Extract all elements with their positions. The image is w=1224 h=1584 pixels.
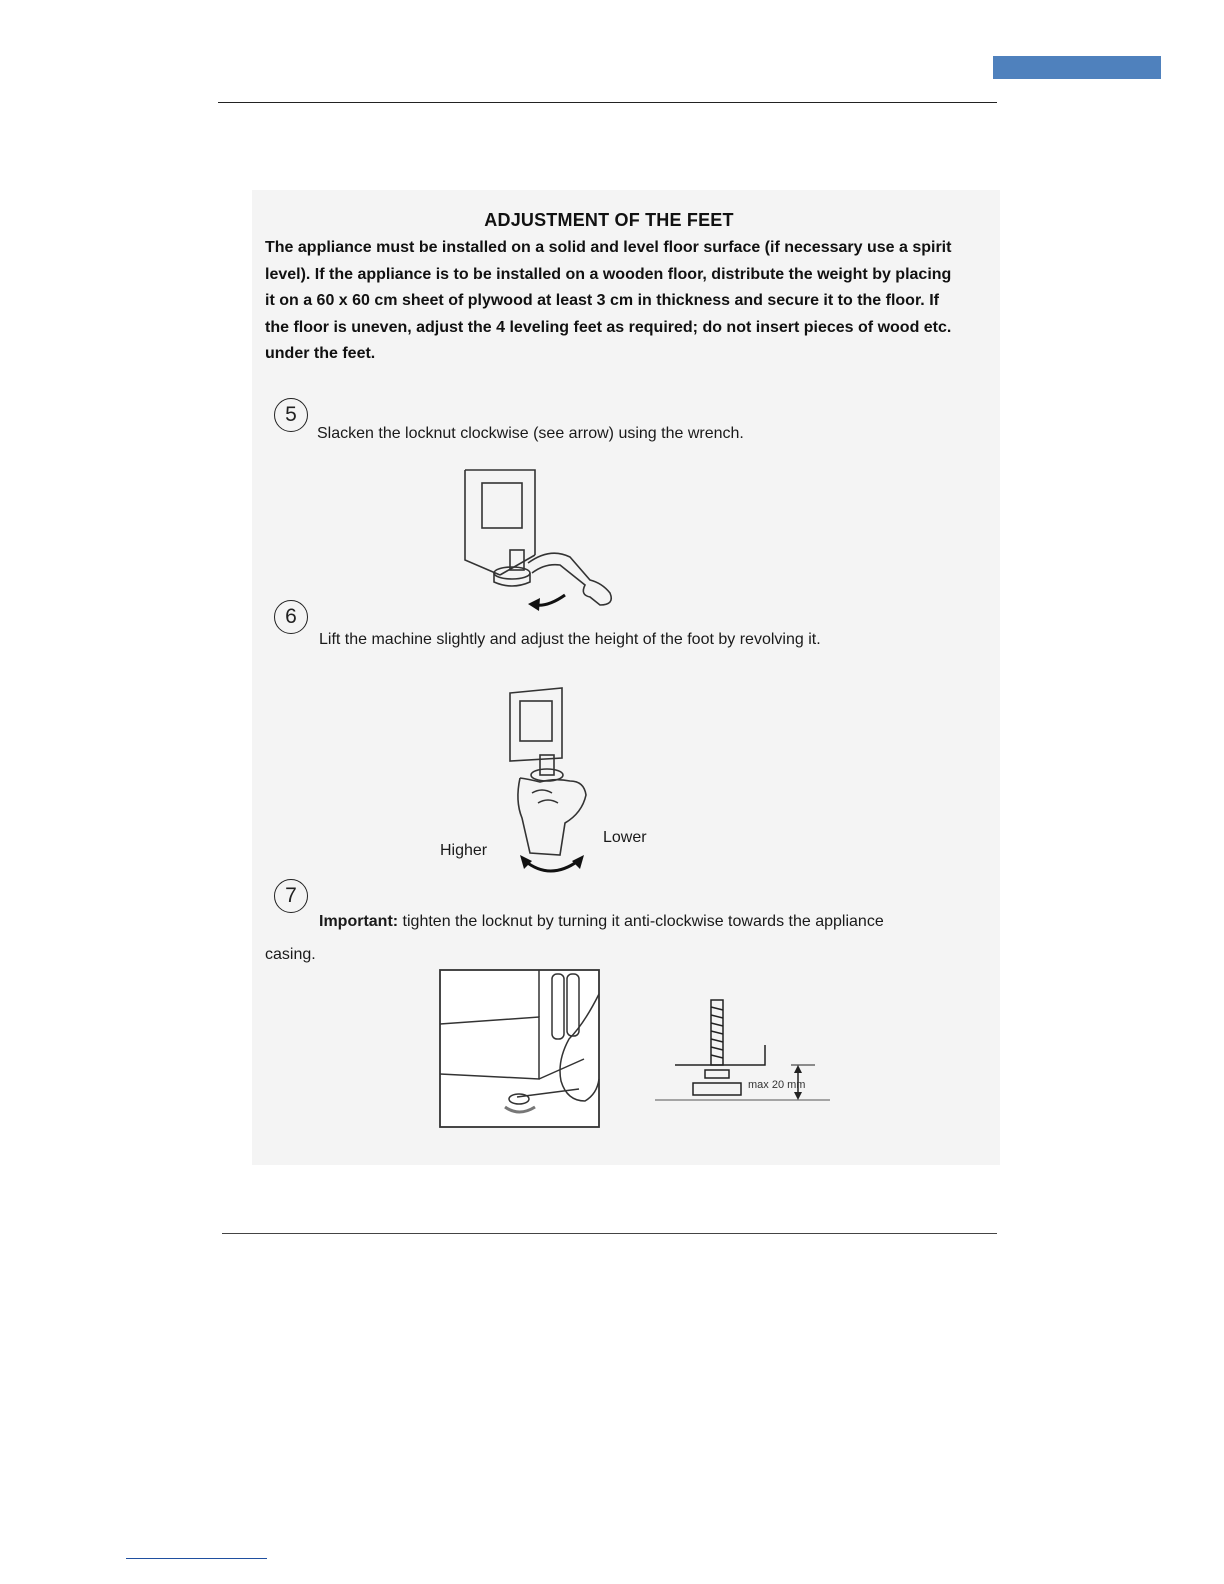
lower-label: Lower	[603, 829, 647, 846]
footer-link-line	[126, 1558, 267, 1559]
step-7-body: tighten the locknut by turning it anti-clockwise towards the appliance casing.	[265, 913, 884, 963]
header-rule	[218, 102, 997, 103]
section-title: ADJUSTMENT OF THE FEET	[484, 210, 734, 230]
step-7-emphasis: Important:	[319, 913, 399, 930]
step-5-number: 5	[274, 398, 308, 432]
step-7-number: 7	[274, 879, 308, 913]
step-7-text	[265, 905, 905, 971]
footer-rule	[222, 1233, 997, 1234]
wrench-locknut-illustration	[440, 465, 630, 620]
header-accent-bar	[993, 56, 1161, 79]
tighten-locknut-illustration	[439, 969, 601, 1129]
step-5-text: Slacken the locknut clockwise (see arrow) using the wrench.	[317, 425, 744, 442]
max-height-label: max 20 mm	[748, 1079, 806, 1091]
higher-lower-arrow-icon	[525, 861, 578, 871]
foot-dimension-diagram	[655, 995, 835, 1105]
step-6-text: Lift the machine slightly and adjust the height of the foot by revolving it.	[319, 631, 821, 648]
hand-adjusting-foot-illustration	[500, 683, 600, 883]
intro-paragraph: The appliance must be installed on a solid and level floor surface (if necessary use a spirit level). If the appliance is to be installed on a wooden floor, distribute the weight by placing it on a 60 x 60 cm sheet of plywood at least 3 cm in thickness and secure it to the floor. If the floor is uneven, adjust the 4 leveling feet as required; do not insert pieces of wood etc. under the feet.	[265, 239, 952, 362]
step-6-number: 6	[274, 600, 308, 634]
higher-label: Higher	[440, 842, 488, 859]
